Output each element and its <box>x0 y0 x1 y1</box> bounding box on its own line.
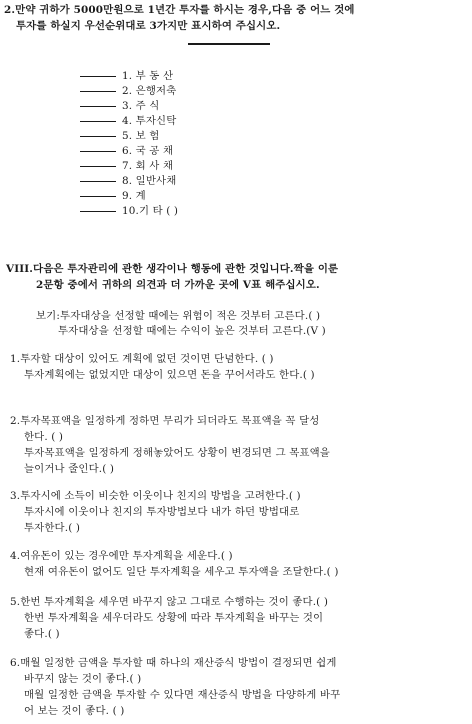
answer-blank-line <box>80 181 116 182</box>
example-line-2: 투자대상을 선정할 때에는 수익이 높은 것부터 고른다.(V ) <box>58 325 326 337</box>
item-5-line-1: 5.한번 투자계획을 세우면 바꾸지 않고 그대로 수행하는 것이 좋다.( ) <box>10 596 329 608</box>
q2-option-label: 1. 부 동 산 <box>122 70 174 82</box>
q2-option-3 <box>80 100 160 113</box>
item-2-line-2: 한다. ( ) <box>24 431 64 443</box>
q2-option-label: 8. 일반사채 <box>122 175 177 187</box>
item-3-line-1: 3.투자시에 소득이 비슷한 이웃이나 친지의 방법을 고려한다.( ) <box>10 490 301 502</box>
answer-blank-line <box>80 136 116 137</box>
q2-option-label: 2. 은행저축 <box>122 85 177 97</box>
answer-blank-line <box>80 91 116 92</box>
answer-blank-line <box>80 121 116 122</box>
q2-option-label: 9. 계 <box>122 190 146 202</box>
q2-option-6 <box>80 145 173 158</box>
answer-blank-line <box>80 151 116 152</box>
q2-option-10 <box>80 205 178 218</box>
section-divider <box>188 43 270 45</box>
section-8-title-line-1: VIII.다음은 투자관리에 관한 생각이나 행동에 관한 것입니다.짝을 이룬 <box>6 263 339 275</box>
section-8-title-line-2: 2문항 중에서 귀하의 의견과 더 가까운 곳에 V표 해주십시오. <box>36 279 320 291</box>
answer-blank-line <box>80 196 116 197</box>
item-6-line-3: 매월 일정한 금액을 투자할 수 있다면 재산증식 방법을 다양하게 바꾸 <box>24 689 341 701</box>
item-5-line-2: 한번 투자계획을 세우더라도 상황에 따라 투자계획을 바꾸는 것이 <box>24 612 324 624</box>
item-3-line-3: 투자한다.( ) <box>24 522 81 534</box>
answer-blank-line <box>80 166 116 167</box>
q2-option-4 <box>80 115 176 128</box>
q2-option-label: 10.기 타 ( ) <box>122 205 179 217</box>
q2-option-5 <box>80 130 160 143</box>
q2-text-line-1: 2.만약 귀하가 5000만원으로 1년간 투자를 하시는 경우,다음 중 어느 것에 <box>4 4 355 16</box>
item-6-line-1: 6.매월 일정한 금액을 투자할 때 하나의 재산증식 방법이 결정되면 쉽게 <box>10 657 337 669</box>
q2-option-label: 3. 주 식 <box>122 100 160 112</box>
answer-blank-line <box>80 106 116 107</box>
item-2-line-1: 2.투자목표액을 일정하게 정하면 무리가 되더라도 목표액을 꼭 달성 <box>10 415 320 427</box>
q2-option-label: 6. 국 공 채 <box>122 145 174 157</box>
answer-blank-line <box>80 211 116 212</box>
item-4-line-1: 4.여유돈이 있는 경우에만 투자계획을 세운다.( ) <box>10 550 233 562</box>
q2-option-label: 5. 보 험 <box>122 130 160 142</box>
item-6-line-2: 바꾸지 않는 것이 좋다.( ) <box>24 673 142 685</box>
example-line-1: 보기:투자대상을 선정할 때에는 위험이 적은 것부터 고른다.( ) <box>36 310 321 322</box>
item-2-line-3: 투자목표액을 일정하게 정해놓았어도 상황이 변경되면 그 목표액을 <box>24 447 330 459</box>
q2-option-label: 7. 회 사 채 <box>122 160 174 172</box>
item-1-line-2: 투자계획에는 없었지만 대상이 있으면 돈을 꾸어서라도 한다.( ) <box>24 369 315 381</box>
item-4-line-2: 현재 여유돈이 없어도 일단 투자계획을 세우고 투자액을 조달한다.( ) <box>24 566 339 578</box>
q2-option-9 <box>80 190 146 203</box>
item-3-line-2: 투자시에 이웃이나 친지의 투자방법보다 내가 하던 방법대로 <box>24 506 300 518</box>
q2-option-2 <box>80 85 176 98</box>
q2-text-line-2: 투자를 하실지 우선순위대로 3가지만 표시하여 주십시오. <box>16 20 281 32</box>
item-5-line-3: 좋다.( ) <box>24 628 60 640</box>
q2-option-label: 4. 투자신탁 <box>122 115 177 127</box>
q2-option-1 <box>80 70 173 83</box>
answer-blank-line <box>80 76 116 77</box>
q2-option-8 <box>80 175 176 188</box>
item-1-line-1: 1.투자할 대상이 있어도 계획에 없던 것이면 단념한다. ( ) <box>10 353 274 365</box>
q2-option-7 <box>80 160 173 173</box>
item-6-line-4: 어 보는 것이 좋다. ( ) <box>24 705 125 717</box>
item-2-line-4: 늘이거나 줄인다.( ) <box>24 463 115 475</box>
